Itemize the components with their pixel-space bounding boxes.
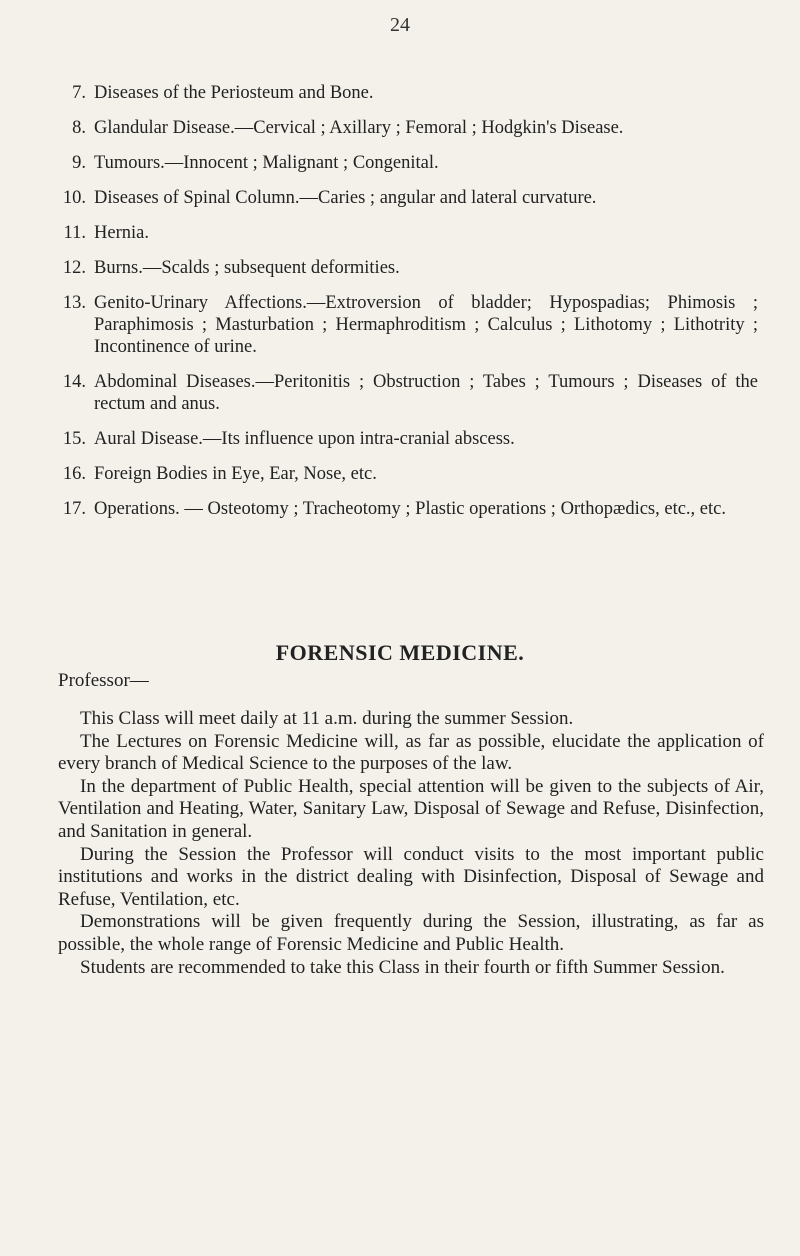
professor-line: Professor— (58, 670, 149, 691)
item-text: Aural Disease.—Its influence upon intra-cranial abscess. (94, 429, 515, 449)
list-item (58, 428, 758, 450)
list-item (58, 152, 758, 174)
item-text: Genito-Urinary Affections.—Extroversion of bladder; Hypospadias; Phimosis ; Paraphimosis ; Masturbation ; Hermaphroditism ; Calculus ; Lithotomy ; Lithotrity ; Incontinence of urine. (94, 293, 758, 357)
item-number: 8. (72, 118, 86, 138)
paragraph: Students are recommended to take this Class in their fourth or fifth Summer Session. (80, 956, 725, 978)
item-number: 9. (72, 153, 86, 173)
item-text: Abdominal Diseases.—Peritonitis ; Obstruction ; Tabes ; Tumours ; Diseases of the rectum and anus. (94, 372, 758, 414)
item-text: Foreign Bodies in Eye, Ear, Nose, etc. (94, 464, 377, 484)
page-number: 24 (390, 14, 410, 36)
paragraph: Demonstrations will be given frequently during the Session, illustrating, as far as possible, the whole range of Forensic Medicine and Public Health. (58, 911, 764, 955)
item-text: Operations. — Osteotomy ; Tracheotomy ; Plastic operations ; Orthopædics, etc., etc. (94, 499, 726, 519)
list-item (58, 82, 758, 104)
paragraph: This Class will meet daily at 11 a.m. during the summer Session. (80, 708, 574, 729)
paragraph: In the department of Public Health, special attention will be given to the subjects of Air, Ventilation and Heating, Water, Sanitary Law, Disposal of Sewage and Refuse, Disinfection, and Sanitation in general. (58, 775, 764, 842)
item-number: 13. (62, 293, 86, 313)
list-item (58, 463, 758, 485)
item-text: Glandular Disease.—Cervical ; Axillary ; Femoral ; Hodgkin's Disease. (94, 118, 624, 138)
item-number: 11. (63, 223, 86, 243)
item-number: 12. (62, 258, 86, 278)
section-body (58, 708, 764, 979)
item-number: 15. (62, 429, 86, 449)
paragraph: During the Session the Professor will conduct visits to the most important public institutions and works in the district dealing with Disinfection, Disposal of Sewage and Refuse, Ventilation, etc. (58, 843, 764, 910)
list-item (58, 371, 758, 415)
item-text: Tumours.—Innocent ; Malignant ; Congenital. (94, 153, 439, 173)
item-number: 7. (72, 83, 86, 103)
list-item (58, 498, 758, 520)
item-text: Burns.—Scalds ; subsequent deformities. (94, 258, 400, 278)
list-item (58, 222, 758, 244)
topic-list (58, 82, 758, 533)
list-item (58, 187, 758, 209)
item-text: Hernia. (94, 223, 149, 243)
item-text: Diseases of Spinal Column.—Caries ; angular and lateral curvature. (94, 188, 597, 208)
item-number: 10. (62, 188, 86, 208)
item-number: 14. (62, 372, 86, 392)
list-item (58, 257, 758, 279)
list-item (58, 117, 758, 139)
item-text: Diseases of the Periosteum and Bone. (94, 83, 374, 103)
item-number: 16. (62, 464, 86, 484)
list-item (58, 292, 758, 358)
item-number: 17. (62, 499, 86, 519)
paragraph: The Lectures on Forensic Medicine will, as far as possible, elucidate the application of every branch of Medical Science to the purposes of the law. (58, 730, 764, 775)
section-heading: FORENSIC MEDICINE. (275, 640, 525, 665)
